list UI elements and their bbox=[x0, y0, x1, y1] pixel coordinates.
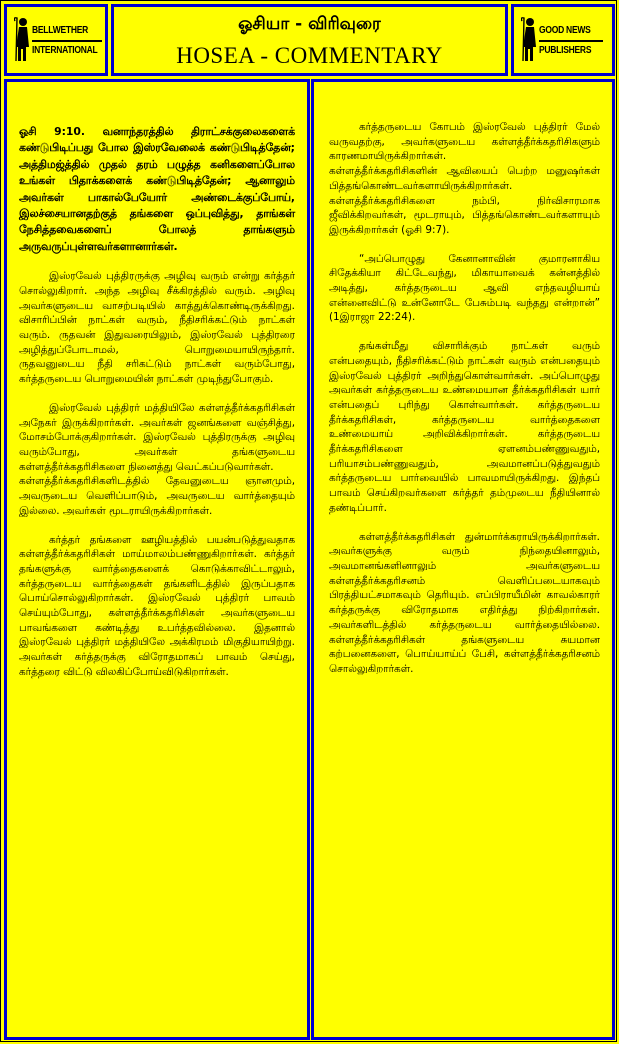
good-news-logo bbox=[519, 15, 611, 67]
header bbox=[4, 4, 615, 76]
shepherd-icon bbox=[14, 17, 30, 63]
left-logo-line2: INTERNATIONAL bbox=[32, 45, 98, 56]
paragraph: கள்ளத்தீர்க்கதரிசிகளின் ஆவியைப் பெற்ற மனுஷர்கள் பித்தங்கொண்டவர்களாயிருக்கிறார்கள். கள்ளத்தீர்க்கதரிசிகளை நம்பி, நிர்விசாரமாக ஜீவிக்கிறவர்கள், மூடராயும், பித்தங்கொண்டவர்களாயும் இருக்கிறார்கள் (ஓசி 9:7). bbox=[329, 165, 600, 236]
logo-underline bbox=[539, 40, 603, 42]
logo-underline bbox=[32, 40, 102, 42]
right-logo-line1: GOOD NEWS bbox=[539, 25, 591, 36]
right-logo-line2: PUBLISHERS bbox=[539, 45, 592, 56]
right-logo-box bbox=[511, 4, 615, 76]
paragraph: இஸ்ரவேல் புத்திரர் மத்தியிலே கள்ளத்தீர்க்கதரிசிகள் அநேகர் இருக்கிறார்கள். அவர்கள் ஜனங்களை வஞ்சித்து, மோசம்போக்குகிறார்கள். இஸ்ரவேல் புத்திரருக்கு அழிவு வரும்போது, அவர்கள் தங்களுடைய கள்ளத்தீர்க்கதரிசிகளை நினைத்து வெட்கப்படுவார்கள். bbox=[19, 401, 295, 473]
left-column bbox=[4, 79, 310, 1040]
paragraph: கர்த்தருடைய கோபம் இஸ்ரவேல் புத்திரர் மேல் வருவதற்கு, அவர்களுடைய கள்ளத்தீர்க்கதரிசிகளும் காரணமாயிருக்கிறார்கள். bbox=[329, 121, 600, 163]
paragraph: இஸ்ரவேல் புத்திரருக்கு அழிவு வரும் என்று கர்த்தர் சொல்லுகிறார். அந்த அழிவு சீக்கிரத்தில் வரும். அழிவு அவர்களுடைய வாசற்படியில் காத்துக்கொண்டிருக்கிறது. விசாரிப்பின் நாட்கள் வரும், நீதிசரிக்கட்டும் நாட்கள் வரும். ருதவன் இதுவரையிலும், இஸ்ரவேல் புத்திரரை அழித்துப்போடாமல், பொறுமையாயிருந்தார். ருதவனுடைய நீதி சரிகட்டும் நாட்கள் வரும்போது, கர்த்தருடைய பொறுமையின் நாட்கள் முடிந்துபோகும். bbox=[19, 270, 295, 386]
bellwether-logo bbox=[12, 15, 104, 67]
paragraph: கள்ளத்தீர்க்கதரிசிகள் துன்மார்க்கராயிருக்கிறார்கள். அவர்களுக்கு வரும் நிந்தையினாலும், அவமானங்களினாலும் அவர்களுடைய கள்ளத்தீர்க்கதரிசனம் வெளிப்படையாகவும் பிரத்தியட்சமாகவும் தெரியும். எப்பிராயீமின் காவல்காரர் கர்த்தருக்கு விரோதமாக எதிர்த்து நிற்கிறார்கள். அவர்களிடத்தில் கர்த்தருடைய வார்த்தையில்லை. கள்ளத்தீர்க்கதரிசிகள் தங்களுடைய சுயமான கற்பனைகளை, பொய்யாய்ப் பேசி, கள்ளத்தீர்க்கதரிசனம் சொல்லுகிறார்கள். bbox=[329, 530, 600, 675]
title-box bbox=[111, 4, 508, 76]
shepherd-icon bbox=[521, 17, 537, 63]
left-logo-box bbox=[4, 4, 108, 76]
paragraph: கர்த்தர் தங்களை ஊழியத்தில் பயன்படுத்துவதாக கள்ளத்தீர்க்கதரிசிகள் மாய்மாலம்பண்ணுகிறார்கள். கர்த்தர் தங்களுக்கு வார்த்தைகளைக் கொடுக்காவிட்டாலும், கர்த்தருடைய வார்த்தைகள் தங்களிடத்தில் இருப்பதாக பொய்சொல்லுகிறார்கள். இஸ்ரவேல் புத்திரர் பாவம் செய்யும்போது, கள்ளத்தீர்க்கதரிசிகள் அவர்களுடைய பாவங்களை கண்டித்து உபர்த்தவில்லை. இதனால் இஸ்ரவேல் புத்திரர் மத்தியிலே அக்கிரமம் மிகுதியாயிற்று. அவர்கள் கர்த்தருக்கு விரோதமாகப் பாவம் செய்து, கர்த்தரை விட்டு விலகிப்போய்விடுகிறார்கள். bbox=[19, 533, 295, 678]
paragraph: தங்கள்மீது விசாரிக்கும் நாட்கள் வரும் என்பதையும், நீதிசரிக்கட்டும் நாட்கள் வரும் என்பதையும் இஸ்ரவேல் புத்திரர் அறிந்துகொள்வார்கள். அப்பொழுது அவர்கள் கர்த்தருடைய உண்மையான தீர்க்கதரிசிகள் யார் என்பதைப் புரிந்து கொள்வார்கள். கர்த்தருடைய தீர்க்கதரிசிகள், கர்த்தருடைய வார்த்தைகளை உண்மையாய் அறிவிக்கிறார்கள். கர்த்தருடைய தீர்க்கதரிசிகளை ஏளனம்பண்ணுவதும், பரியாசம்பண்ணுவதும், அவமானப்படுத்துவதும் கர்த்தருடைய பார்வையில் பாவமாயிருக்கிறது. இந்தப் பாவம் செய்கிறவர்களை கர்த்தர் தம்முடைய நீதியினால் தண்டிப்பார். bbox=[329, 340, 600, 514]
quotation: “அப்பொழுது கேனானாவின் குமாரனாகிய சிதேக்கியா கிட்டேவந்து, மிகாயாவைக் கன்னத்தில் அடித்து, கர்த்தருடைய ஆவி எந்தவழியாய் என்னைவிட்டு உன்னோடே பேசும்படி வந்தது என்றான்” (1இராஜா 22:24). bbox=[329, 252, 600, 324]
right-column bbox=[311, 79, 615, 1040]
title-tamil: ஓசியா - விரிவுரை bbox=[238, 14, 381, 34]
title-english: HOSEA - COMMENTARY bbox=[176, 43, 443, 68]
verse-text: ஓசி 9:10. வனாந்தரத்தில் திராட்சக்குலைகளைக் கண்டுபிடிப்பது போல இஸ்ரவேலைக் கண்டுபிடித்தேன்; அத்திமஜ்த்தில் முதல் தரம் பழுத்த கனிகளைப்போல உங்கள் பிதாக்களைக் கண்டுபிடித்தேன்; ஆனாலும் அவர்கள் பாகால்பேயோர் அண்டைக்குப்போய், இலச்சையானதற்குத் தங்களை ஒப்புவித்து, தாங்கள் நேசித்தவைகளைப் போலத் தாங்களும் அருவருப்புள்ளவர்களானார்கள். bbox=[19, 125, 295, 253]
paragraph: கள்ளத்தீர்க்கதரிசிகளிடத்தில் தேவனுடைய ஞானமும், அவருடைய வெளிப்பாடும், அவருடைய வார்த்தையும் இல்லை. அவர்கள் மூடராயிருக்கிறார்கள். bbox=[19, 475, 295, 517]
left-logo-line1: BELLWETHER bbox=[32, 25, 89, 36]
